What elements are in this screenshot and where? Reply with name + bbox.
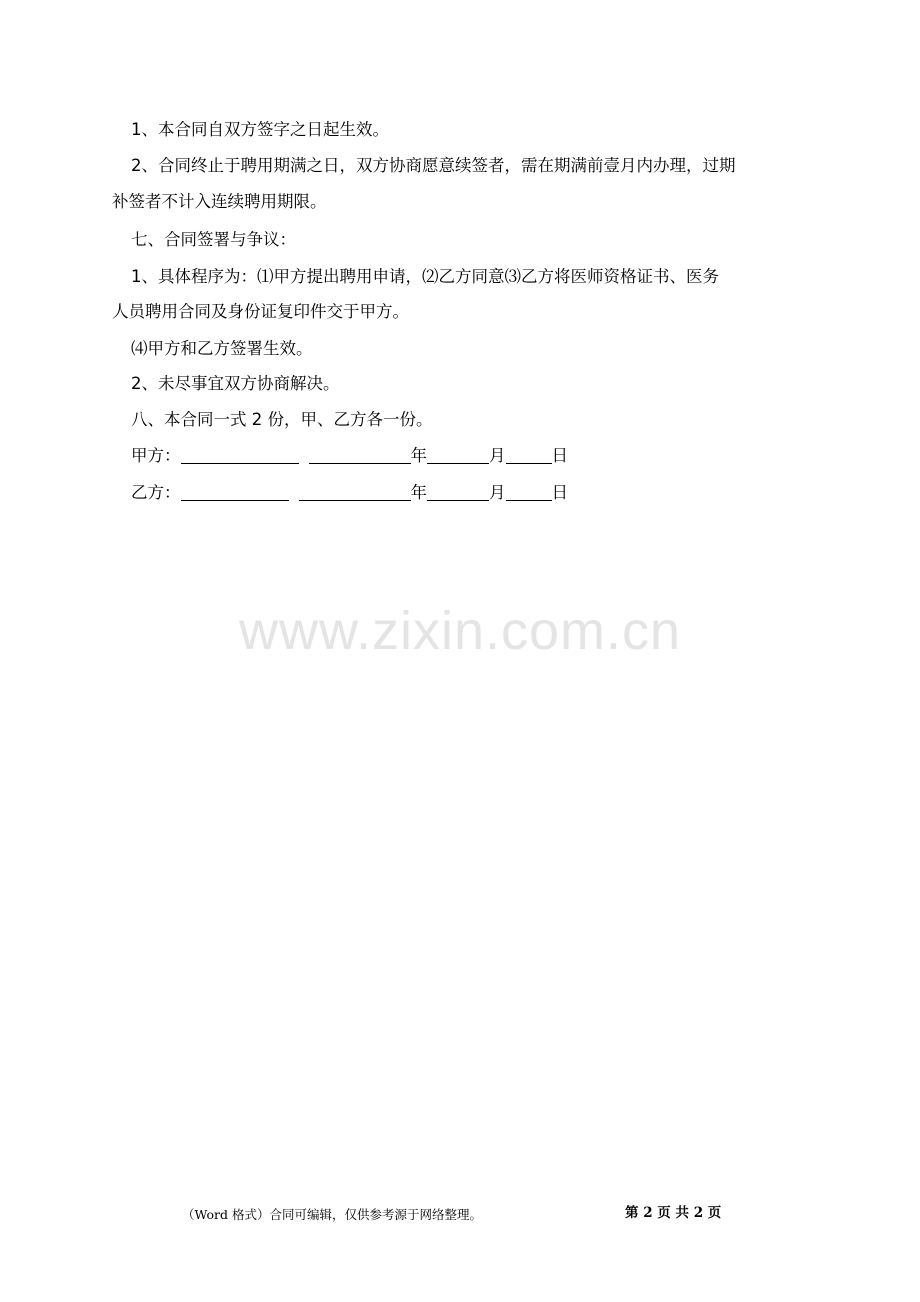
signature-row-party-a: [131, 444, 568, 468]
footer-note: （Word 格式）合同可编辑，仅供参考源于网络整理。: [182, 1207, 482, 1222]
party-a-representative-blank[interactable]: [309, 445, 411, 464]
party-a-month-blank[interactable]: [427, 445, 489, 464]
watermark: www.zixin.com.cn: [238, 601, 682, 661]
party-b-month-label: 月: [489, 483, 506, 502]
party-b-day-blank[interactable]: [506, 482, 552, 501]
signature-row-party-b: [131, 481, 568, 505]
party-a-day-blank[interactable]: [506, 445, 552, 464]
party-b-representative-blank[interactable]: [299, 482, 411, 501]
party-a-day-label: 日: [551, 446, 568, 465]
clause-termination-cont: 补签者不计入连续聘用期限。: [112, 192, 327, 211]
clause-termination: 2、合同终止于聘用期满之日，双方协商愿意续签者，需在期满前壹月内办理，过期: [131, 156, 736, 175]
clause-procedure-cont: 人员聘用合同及身份证复印件交于甲方。: [112, 302, 409, 321]
page-number: 第 2 页 共 2 页: [625, 1205, 722, 1221]
party-b-year-label: 年: [410, 483, 427, 502]
clause-procedure-step4: ⑷甲方和乙方签署生效。: [131, 339, 313, 358]
party-a-year-label: 年: [410, 446, 427, 465]
section-seven-heading: 七、合同签署与争议：: [131, 230, 296, 249]
party-b-month-blank[interactable]: [427, 482, 489, 501]
party-b-day-label: 日: [551, 483, 568, 502]
party-b-signature-blank[interactable]: [181, 482, 289, 501]
clause-effective: 1、本合同自双方签字之日起生效。: [131, 120, 389, 139]
party-a-label: 甲方：: [131, 446, 181, 465]
section-eight-heading: 八、本合同一式 2 份，甲、乙方各一份。: [131, 410, 433, 429]
party-b-label: 乙方：: [131, 483, 181, 502]
clause-unresolved: 2、未尽事宜双方协商解决。: [131, 374, 340, 393]
clause-procedure: 1、具体程序为：⑴甲方提出聘用申请，⑵乙方同意⑶乙方将医师资格证书、医务: [131, 267, 719, 286]
party-a-signature-blank[interactable]: [181, 445, 299, 464]
party-a-month-label: 月: [489, 446, 506, 465]
